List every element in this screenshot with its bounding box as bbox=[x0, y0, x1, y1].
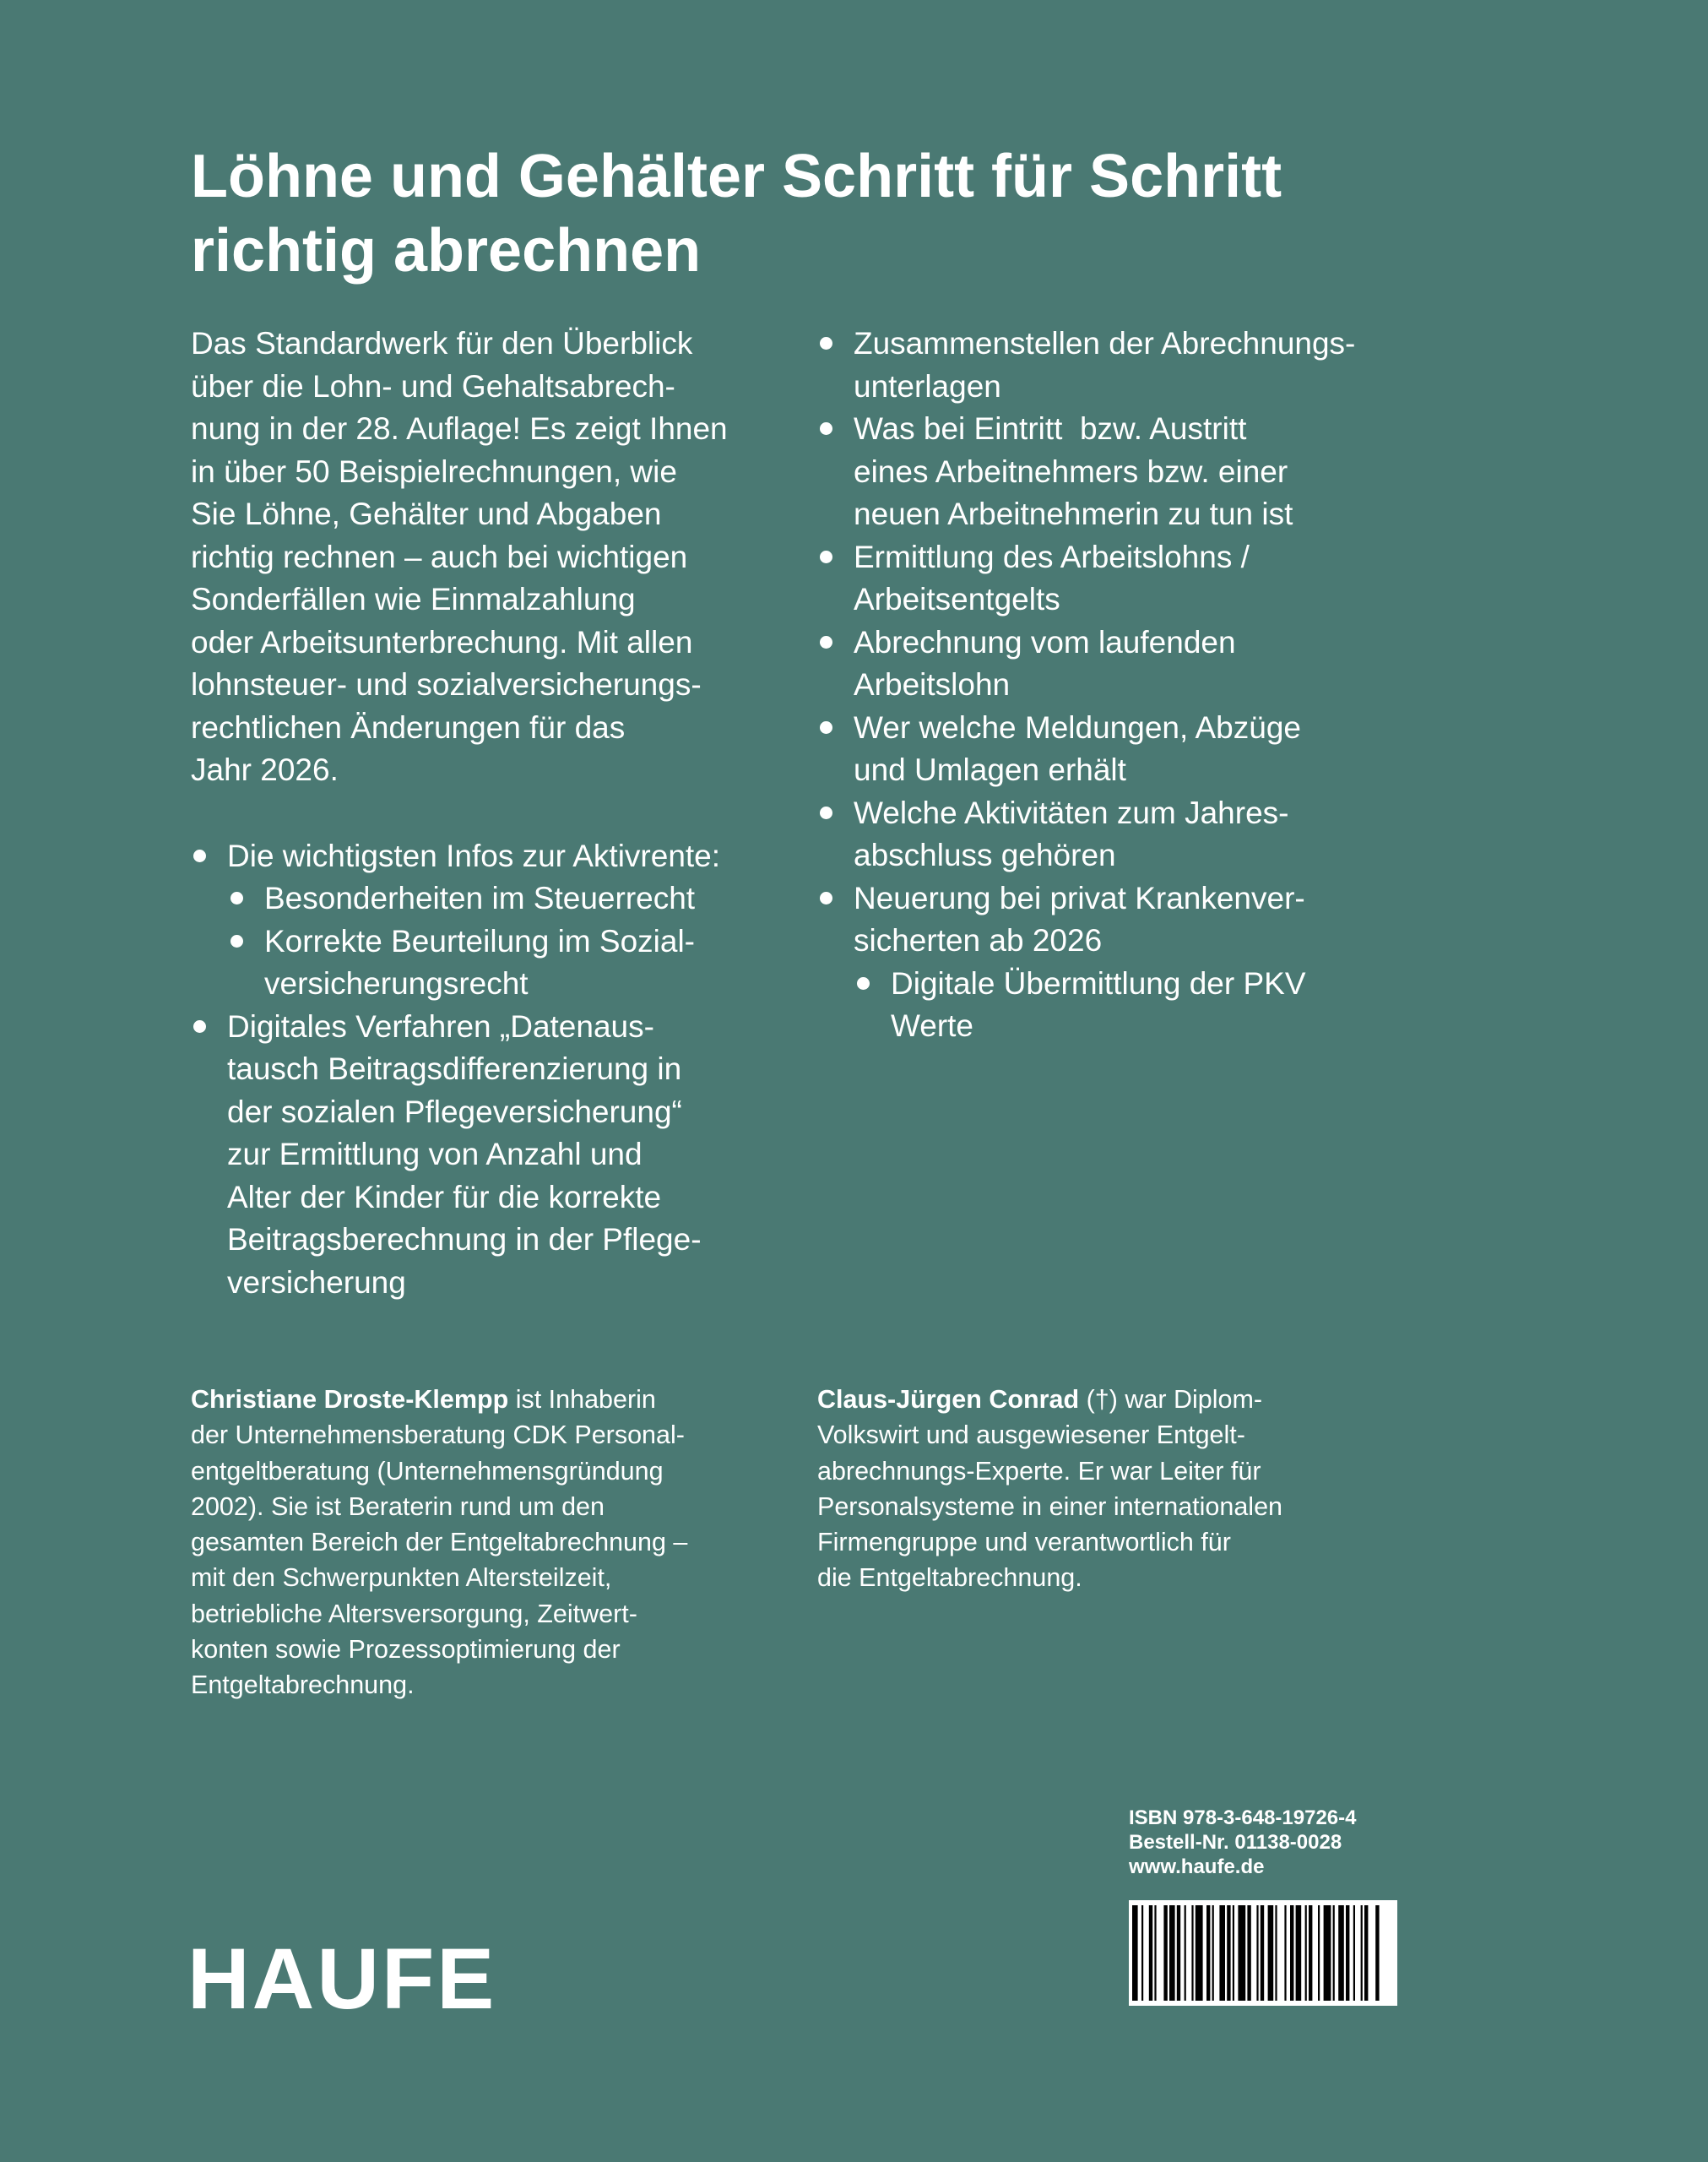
barcode-graphic bbox=[1129, 1900, 1397, 2006]
barcode-bar bbox=[1149, 1905, 1152, 2001]
bullet-line: Welche Aktivitäten zum Jahres- bbox=[854, 795, 1289, 830]
barcode-bar bbox=[1324, 1905, 1331, 2001]
barcode-bar bbox=[1185, 1905, 1186, 2001]
right-column bbox=[817, 323, 1442, 1048]
bullet-line: neuen Arbeitnehmerin zu tun ist bbox=[854, 497, 1293, 531]
sub-bullet-item bbox=[817, 963, 1442, 1048]
bullet-line: Arbeitsentgelts bbox=[854, 582, 1060, 617]
barcode-bar bbox=[1296, 1905, 1302, 2001]
bullet-item bbox=[817, 707, 1442, 792]
barcode-bar bbox=[1284, 1905, 1286, 2001]
intro-line: oder Arbeitsunterbrechung. Mit allen bbox=[191, 624, 693, 660]
barcode-bar bbox=[1212, 1905, 1214, 2001]
bullet-line: eines Arbeitnehmers bzw. einer bbox=[854, 454, 1288, 489]
intro-line: über die Lohn- und Gehaltsabrech- bbox=[191, 368, 675, 404]
order-number: Bestell-Nr. 01138-0028 bbox=[1129, 1831, 1342, 1854]
bio-line: betriebliche Altersversorgung, Zeitwert- bbox=[191, 1599, 637, 1628]
bullet-dot-icon bbox=[230, 892, 243, 904]
left-bullet-list bbox=[191, 835, 799, 1305]
bullet-line: versicherung bbox=[227, 1264, 406, 1300]
bullet-line: versicherungsrecht bbox=[264, 966, 529, 1001]
barcode-bar bbox=[1309, 1905, 1312, 2001]
title-line-1: Löhne und Gehälter Schritt für Schritt bbox=[191, 143, 1282, 210]
bio-line: gesamten Bereich der Entgeltabrechnung – bbox=[191, 1528, 688, 1557]
intro-line: nung in der 28. Auflage! Es zeigt Ihnen bbox=[191, 411, 728, 446]
barcode-bar bbox=[1169, 1905, 1175, 2001]
bullet-line: Digitales Verfahren „Datenaus- bbox=[227, 1008, 654, 1044]
bullet-line: abschluss gehören bbox=[854, 838, 1116, 872]
barcode-bar bbox=[1261, 1905, 1264, 2001]
bio-text: (†) war Diplom- bbox=[1079, 1385, 1263, 1414]
bullet-line: Ermittlung des Arbeitslohns / bbox=[854, 539, 1250, 574]
bullet-dot-icon bbox=[230, 935, 243, 948]
paragraph-gap bbox=[191, 792, 799, 835]
bullet-item bbox=[191, 1006, 799, 1305]
author-name: Christiane Droste-Klempp bbox=[191, 1385, 509, 1414]
barcode-bar bbox=[1364, 1905, 1368, 2001]
bio-line: entgeltberatung (Unternehmensgründung bbox=[191, 1456, 664, 1486]
barcode-bar bbox=[1206, 1905, 1210, 2001]
bullet-item bbox=[817, 792, 1442, 877]
intro-paragraph bbox=[191, 323, 799, 792]
barcode-bar bbox=[1163, 1905, 1167, 2001]
intro-line: Sie Löhne, Gehälter und Abgaben bbox=[191, 497, 662, 531]
barcode-bar bbox=[1338, 1905, 1344, 2001]
intro-line: rechtlichen Änderungen für das bbox=[191, 709, 626, 745]
bio-line: der Unternehmensberatung CDK Personal- bbox=[191, 1421, 685, 1450]
barcode-bar bbox=[1227, 1905, 1230, 2001]
barcode-bar bbox=[1353, 1905, 1355, 2001]
author-bio-droste-klempp bbox=[191, 1382, 799, 1703]
barcode-bar bbox=[1290, 1905, 1293, 2001]
bio-line: abrechnungs-Experte. Er war Leiter für bbox=[817, 1456, 1261, 1486]
barcode-bar bbox=[1238, 1905, 1245, 2001]
barcode-bar bbox=[1177, 1905, 1180, 2001]
isbn: ISBN 978-3-648-19726-4 bbox=[1129, 1806, 1357, 1829]
bio-line bbox=[191, 1382, 799, 1417]
bullet-item bbox=[191, 835, 799, 878]
barcode-bar bbox=[1275, 1905, 1277, 2001]
bio-line bbox=[817, 1382, 1442, 1417]
bullet-line: Die wichtigsten Infos zur Aktivrente: bbox=[227, 838, 721, 873]
intro-line: Sonderfällen wie Einmalzahlung bbox=[191, 582, 636, 617]
bio-line: mit den Schwerpunkten Altersteilzeit, bbox=[191, 1563, 612, 1593]
bullet-item bbox=[817, 877, 1442, 963]
intro-line: Das Standardwerk für den Überblick bbox=[191, 326, 693, 361]
bullet-line: und Umlagen erhält bbox=[854, 752, 1126, 787]
bullet-dot-icon bbox=[820, 892, 832, 904]
bullet-line: sicherten ab 2026 bbox=[854, 923, 1103, 958]
barcode-bar bbox=[1247, 1905, 1250, 2001]
barcode-bar bbox=[1256, 1905, 1258, 2001]
bullet-line: unterlagen bbox=[854, 368, 1001, 404]
book-title bbox=[191, 139, 1457, 288]
sub-bullet-item bbox=[191, 921, 799, 1006]
bullet-item bbox=[817, 408, 1442, 536]
bullet-line: Wer welche Meldungen, Abzüge bbox=[854, 709, 1301, 745]
bullet-line: Digitale Übermittlung der PKV bbox=[891, 965, 1306, 1001]
bio-line: 2002). Sie ist Beraterin rund um den bbox=[191, 1491, 605, 1521]
barcode-bar bbox=[1268, 1905, 1274, 2001]
bio-line: Personalsysteme in einer internationalen bbox=[817, 1491, 1283, 1521]
bullet-line: der sozialen Pflegeversicherung“ bbox=[227, 1094, 682, 1129]
bullet-dot-icon bbox=[820, 807, 832, 819]
title-line-2: richtig abrechnen bbox=[191, 217, 702, 285]
author-bio-conrad bbox=[817, 1382, 1442, 1596]
bullet-dot-icon bbox=[193, 1020, 206, 1033]
bio-line: Firmengruppe und verantwortlich für bbox=[817, 1528, 1231, 1557]
bullet-dot-icon bbox=[820, 551, 832, 563]
bullet-dot-icon bbox=[820, 337, 832, 350]
bullet-line: Besonderheiten im Steuerrecht bbox=[264, 881, 696, 915]
barcode-bar bbox=[1154, 1905, 1156, 2001]
barcode-bar bbox=[1191, 1905, 1193, 2001]
barcode-bar bbox=[1375, 1905, 1379, 2001]
barcode-bar bbox=[1346, 1905, 1349, 2001]
barcode-bar bbox=[1196, 1905, 1203, 2001]
barcode-bar bbox=[1333, 1905, 1335, 2001]
bullet-item bbox=[817, 323, 1442, 408]
sub-bullet-item bbox=[191, 877, 799, 921]
bullet-dot-icon bbox=[193, 850, 206, 862]
publisher-logo: HAUFE bbox=[187, 1931, 497, 2027]
bullet-dot-icon bbox=[857, 977, 870, 990]
intro-line: in über 50 Beispielrechnungen, wie bbox=[191, 454, 677, 489]
bullet-line: Abrechnung vom laufenden bbox=[854, 624, 1236, 660]
bullet-item bbox=[817, 622, 1442, 707]
bullet-line: Werte bbox=[891, 1008, 974, 1043]
publisher-url: www.haufe.de bbox=[1129, 1855, 1265, 1878]
barcode-bar bbox=[1219, 1905, 1225, 2001]
bullet-line: zur Ermittlung von Anzahl und bbox=[227, 1137, 643, 1171]
right-bullet-list bbox=[817, 323, 1442, 1048]
bullet-dot-icon bbox=[820, 721, 832, 734]
intro-line: Jahr 2026. bbox=[191, 752, 339, 787]
bullet-dot-icon bbox=[820, 636, 832, 649]
bio-line: konten sowie Prozessoptimierung der bbox=[191, 1635, 621, 1665]
bullet-item bbox=[817, 536, 1442, 622]
bullet-line: Alter der Kinder für die korrekte bbox=[227, 1179, 662, 1214]
bullet-line: Arbeitslohn bbox=[854, 667, 1011, 702]
bullet-dot-icon bbox=[820, 422, 832, 435]
barcode-bar bbox=[1361, 1905, 1363, 2001]
bullet-line: tausch Beitragsdifferenzierung in bbox=[227, 1051, 682, 1086]
barcode-bar bbox=[1305, 1905, 1307, 2001]
barcode-bar bbox=[1132, 1905, 1138, 2001]
bullet-line: Was bei Eintritt bzw. Austritt bbox=[854, 411, 1247, 446]
intro-line: richtig rechnen – auch bei wichtigen bbox=[191, 539, 688, 574]
bullet-line: Neuerung bei privat Krankenver- bbox=[854, 880, 1305, 915]
left-column bbox=[191, 323, 799, 1304]
bio-text: ist Inhaberin bbox=[508, 1385, 656, 1414]
barcode-bar bbox=[1141, 1905, 1143, 2001]
author-name: Claus-Jürgen Conrad bbox=[817, 1385, 1080, 1414]
bullet-line: Zusammenstellen der Abrechnungs- bbox=[854, 326, 1356, 361]
bio-line: Volkswirt und ausgewiesener Entgelt- bbox=[817, 1421, 1245, 1450]
bullet-line: Korrekte Beurteilung im Sozial- bbox=[264, 923, 695, 959]
book-meta bbox=[1129, 1806, 1357, 1879]
bio-line: die Entgeltabrechnung. bbox=[817, 1563, 1082, 1593]
intro-line: lohnsteuer- und sozialversicherungs- bbox=[191, 667, 702, 702]
barcode-icon bbox=[1129, 1900, 1397, 2006]
bio-line: Entgeltabrechnung. bbox=[191, 1670, 415, 1700]
barcode-bar bbox=[1233, 1905, 1234, 2001]
bullet-line: Beitragsberechnung in der Pflege- bbox=[227, 1222, 702, 1257]
barcode-bar bbox=[1318, 1905, 1320, 2001]
